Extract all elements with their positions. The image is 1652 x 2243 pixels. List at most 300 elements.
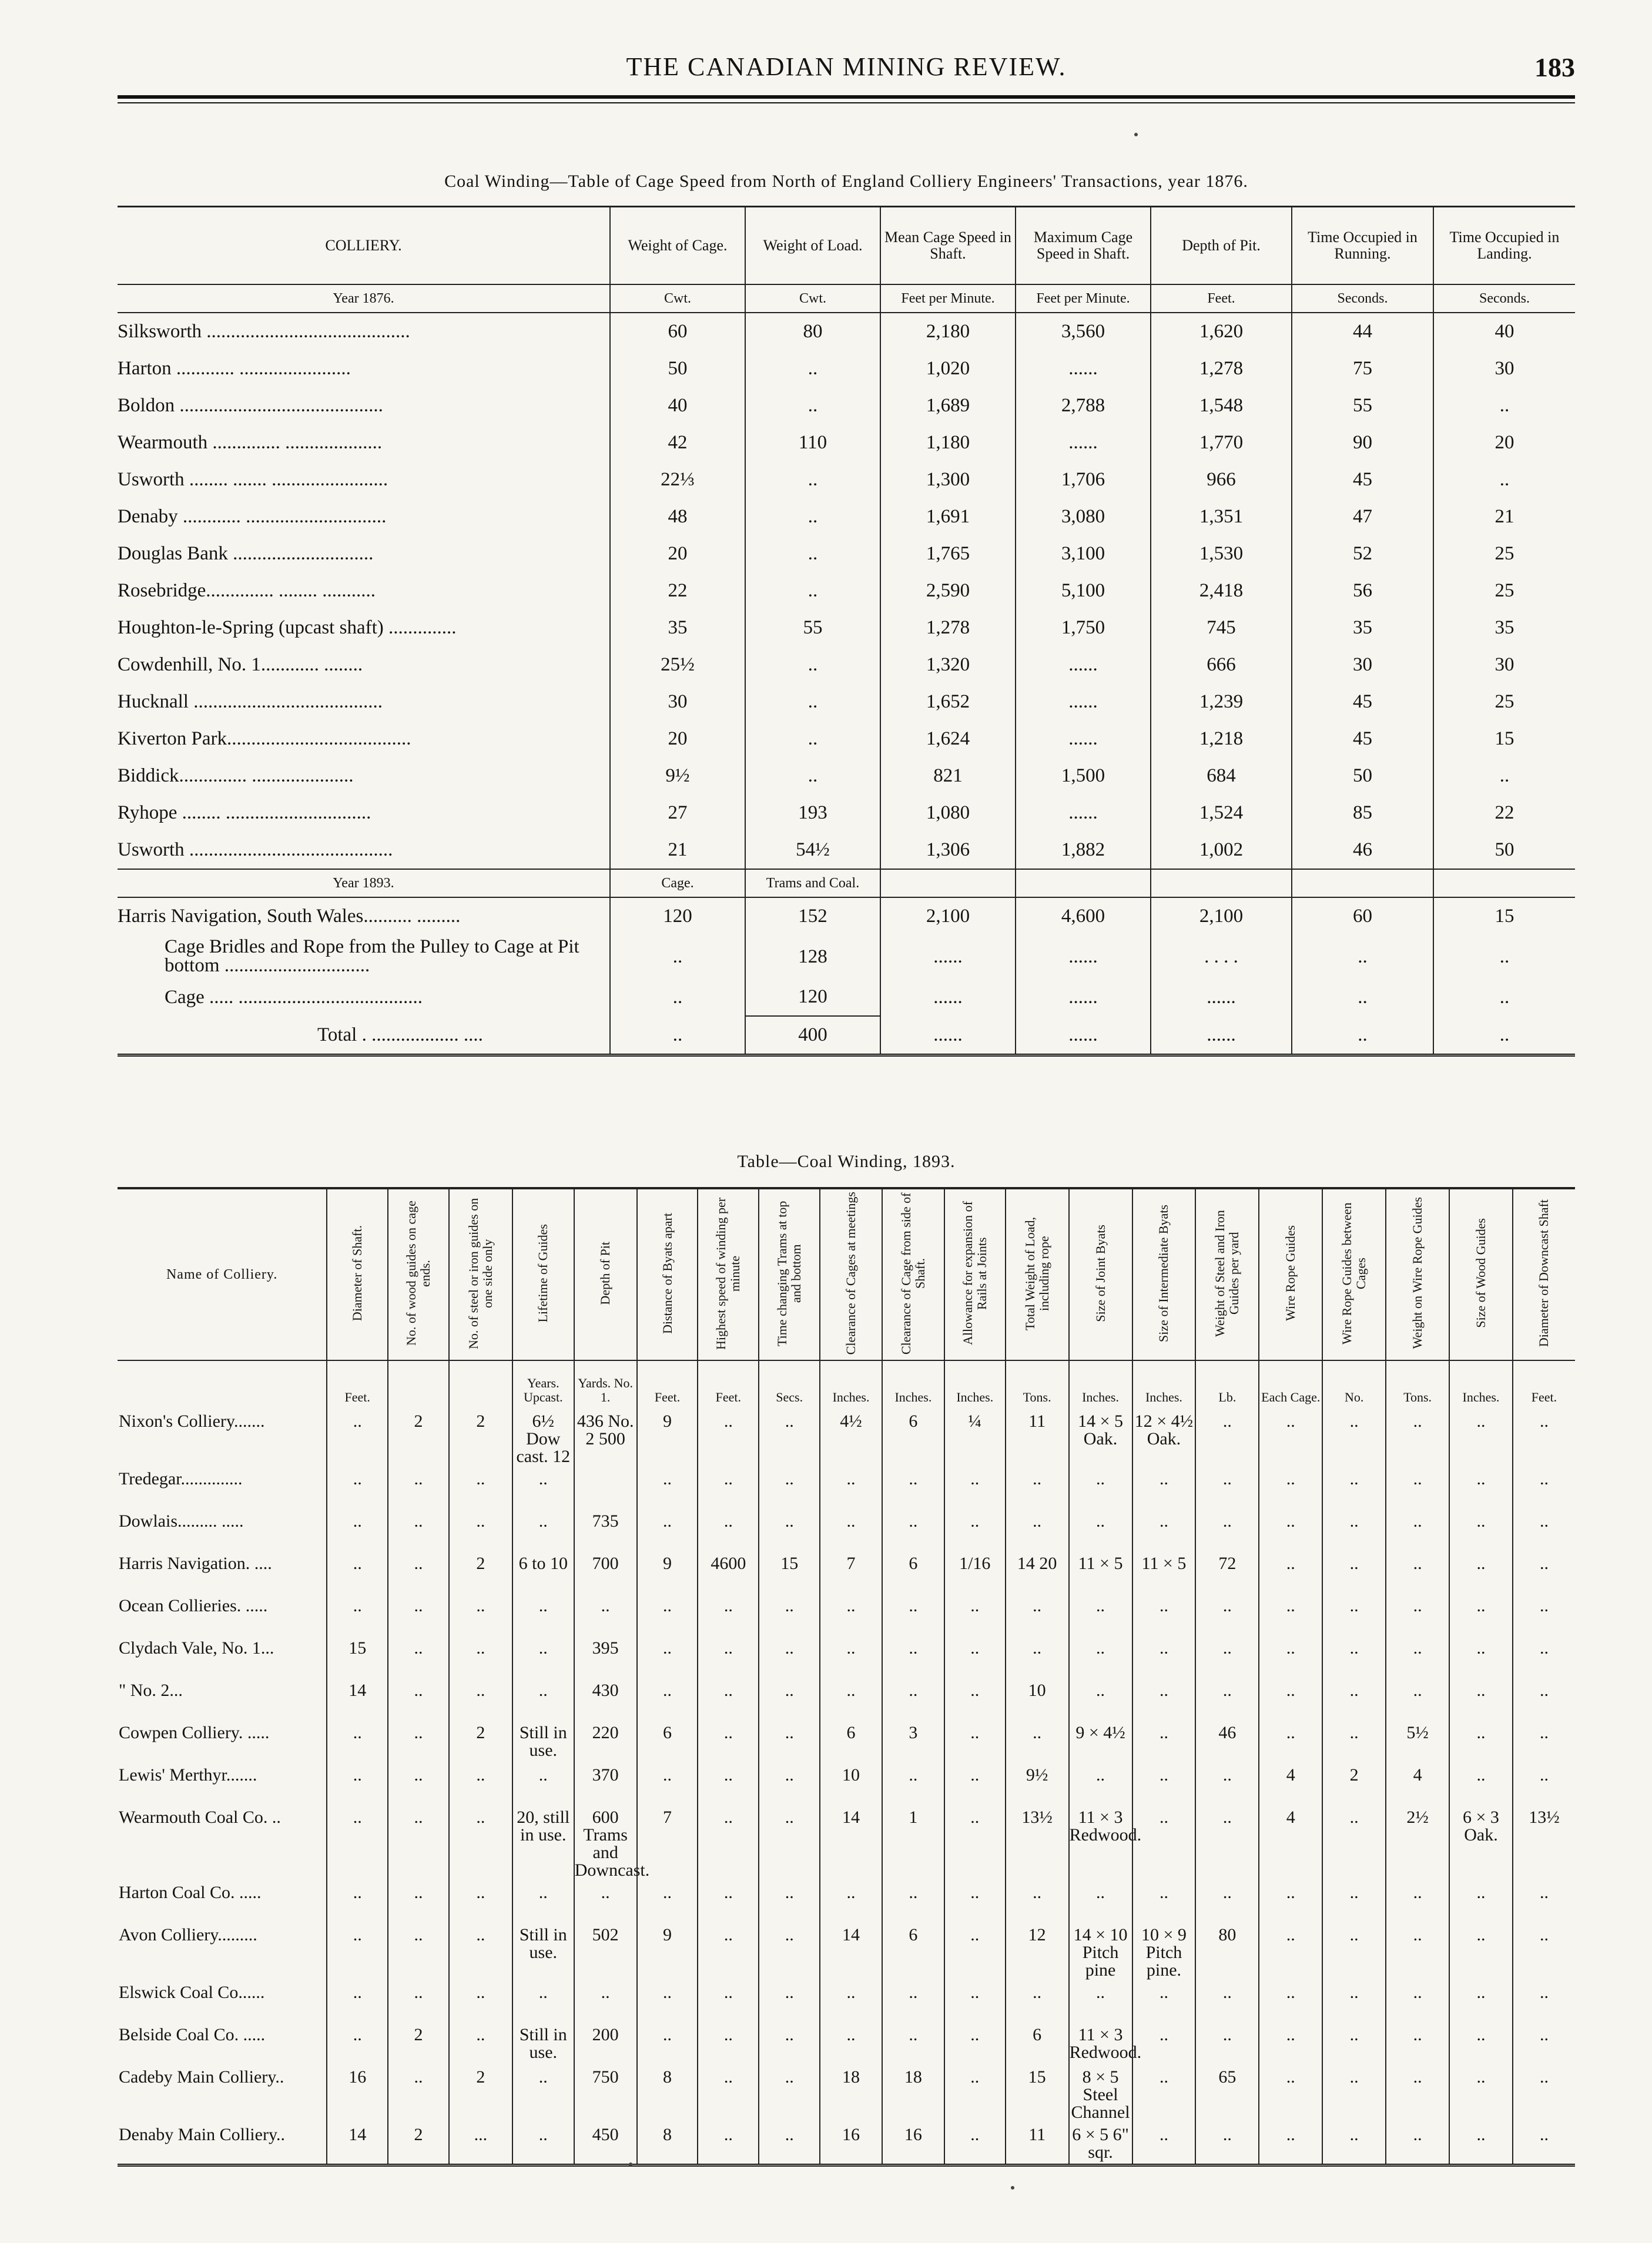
colliery-name-text: Usworth ..........................................: [118, 839, 393, 860]
table1-value: 1,691: [926, 506, 970, 527]
table1-value: 42: [668, 432, 688, 453]
table2-column-label: No. of steel or iron guides on one side only: [465, 1197, 495, 1349]
table1-value: 1,765: [926, 543, 970, 564]
table2-cell: 8: [637, 2064, 698, 2121]
table2-row: [118, 1508, 1575, 1550]
table1-value: 1,750: [1061, 617, 1105, 638]
table1-cell: [1016, 897, 1151, 935]
table2-cell: ..: [1195, 1592, 1259, 1635]
table1-value: 48: [668, 506, 688, 527]
table1-cell: [1292, 646, 1433, 683]
table2-cell: ..: [327, 1408, 388, 1466]
table2-cell: 6 × 3 Oak.: [1449, 1804, 1513, 1879]
table2-column-label: Size of Wood Guides: [1473, 1218, 1488, 1328]
table2-column-label: Wire Rope Guides: [1283, 1225, 1298, 1321]
table1-row: [118, 461, 1575, 498]
table1-cell: [1292, 572, 1433, 609]
table2-column-header: [1069, 1188, 1132, 1360]
table1-value: 90: [1353, 432, 1372, 453]
table1-value: ..: [1499, 395, 1510, 416]
table2-cell: ..: [759, 1408, 820, 1466]
table2-cell: ..: [1195, 1979, 1259, 2021]
table2-row: [118, 2121, 1575, 2165]
page-number: 183: [1534, 52, 1575, 82]
table2-cell: ..: [1513, 1550, 1575, 1592]
table1-value: 193: [798, 802, 827, 823]
table1-cell: [1433, 757, 1575, 794]
table2-cell: ..: [1322, 1879, 1386, 1922]
table2-column-header: [1449, 1188, 1513, 1360]
table2-cell: ..: [449, 1508, 512, 1550]
table2-row: [118, 1979, 1575, 2021]
table1-cell: [1151, 609, 1292, 646]
table1-cell: [1433, 935, 1575, 978]
table1-unit: Feet.: [1151, 284, 1292, 313]
table1-cell: [1151, 832, 1292, 869]
colliery-name: [118, 935, 610, 978]
table2-cell: ..: [512, 1762, 574, 1804]
table1-value: ......: [1068, 802, 1098, 823]
table2-cell: ..: [759, 1592, 820, 1635]
table2-cell: 14: [820, 1804, 882, 1879]
table2-cell: ..: [1322, 1550, 1386, 1592]
table2-cell: ..: [820, 1879, 882, 1922]
table2-cell: ..: [1322, 1922, 1386, 1979]
table2-cell: 14: [327, 1677, 388, 1719]
table1-cell: [1292, 609, 1433, 646]
table2-column-header: [1386, 1188, 1449, 1360]
table2-cell: ..: [698, 1719, 759, 1762]
table2-cell: 12 × 4½ Oak.: [1132, 1408, 1196, 1466]
table2-cell: 46: [1195, 1719, 1259, 1762]
table1-value: ..: [1358, 1024, 1368, 1045]
table2-cell: ..: [637, 1677, 698, 1719]
table2-cell: ..: [1322, 1408, 1386, 1466]
table1-value: 1,706: [1061, 469, 1105, 490]
table1-cell: [1151, 461, 1292, 498]
table2-cell: ..: [1259, 1550, 1322, 1592]
table1-cell: [745, 978, 880, 1016]
table2-cell: ..: [1513, 1922, 1575, 1979]
table1-unit: Cwt.: [745, 284, 880, 313]
stray-mark: [1011, 2186, 1014, 2190]
table2-cell: ..: [1513, 2121, 1575, 2165]
table2-cell: ..: [759, 1922, 820, 1979]
table2-cell: ..: [1513, 1592, 1575, 1635]
table2-cell: ...: [449, 2121, 512, 2165]
table1-cell: [1292, 461, 1433, 498]
table2-cell: ..: [1132, 1677, 1196, 1719]
table1-cell: [745, 683, 880, 720]
table2-cell: ..: [327, 1922, 388, 1979]
table2-cell: ..: [1322, 2121, 1386, 2165]
table2-unit: Inches.: [1132, 1360, 1196, 1408]
table1-value: 120: [663, 906, 692, 927]
table2-column-label: Size of Joint Byats: [1093, 1224, 1108, 1322]
table1-cell: [610, 535, 745, 572]
table2-cell: ..: [327, 1719, 388, 1762]
table2-column-header: [449, 1188, 512, 1360]
table2-cell: 600 Trams and Downcast.: [574, 1804, 637, 1879]
table1-cell: [1292, 794, 1433, 832]
table2-cell: ..: [388, 1635, 449, 1677]
table1-value: ..: [807, 580, 818, 601]
colliery-name: Wearmouth Coal Co. ..: [119, 1808, 281, 1827]
table2-column-label: Highest speed of winding per minute: [713, 1196, 743, 1350]
table2-cell: ..: [637, 1762, 698, 1804]
table1-cell: [610, 683, 745, 720]
table1-cell: [610, 646, 745, 683]
table2-cell: 16: [327, 2064, 388, 2121]
table2-cell: ..: [1259, 1979, 1322, 2021]
table1-value: ..: [1499, 946, 1510, 967]
colliery-name: Lewis' Merthyr.......: [119, 1765, 257, 1785]
colliery-name-text: Biddick.............. .....................: [118, 765, 354, 786]
table2-cell: ..: [1449, 1466, 1513, 1508]
table1-value: ......: [1068, 358, 1098, 379]
table2-unit: Tons.: [1006, 1360, 1069, 1408]
table2-cell: ..: [1449, 1879, 1513, 1922]
table2-column-header: [882, 1188, 944, 1360]
table2-cell: 9: [637, 1922, 698, 1979]
table1-cell: [745, 757, 880, 794]
table1-cell: [1292, 897, 1433, 935]
table2-cell: ..: [1259, 1677, 1322, 1719]
table1-cell: [1433, 897, 1575, 935]
table2-cell: ..: [1449, 1762, 1513, 1804]
table1-value: 400: [798, 1024, 827, 1045]
table1-row: [118, 794, 1575, 832]
table1-cell: [1433, 646, 1575, 683]
table2-cell: ..: [1069, 1592, 1132, 1635]
table2-cell: 4600: [698, 1550, 759, 1592]
table2-cell: 10: [1006, 1677, 1069, 1719]
table2-units-row: [118, 1360, 1575, 1408]
table2-cell: ..: [1386, 1550, 1449, 1592]
table1-value: ..: [1499, 765, 1510, 786]
table2-cell: ..: [1322, 1635, 1386, 1677]
table1-cell: [880, 720, 1016, 757]
table2-cell: ..: [1386, 1508, 1449, 1550]
table2-column-header: [1195, 1188, 1259, 1360]
table2-cell: ..: [759, 2121, 820, 2165]
table2-cell: ..: [1449, 2021, 1513, 2064]
table1-unit: [1292, 869, 1433, 897]
table2-unit: Inches.: [1069, 1360, 1132, 1408]
table2-unit: Feet.: [637, 1360, 698, 1408]
table2-cell: ..: [1259, 1466, 1322, 1508]
table1-value: 27: [668, 802, 688, 823]
table2-cell: ..: [449, 1879, 512, 1922]
table1-cell: [1016, 720, 1151, 757]
table1-cell: [1433, 461, 1575, 498]
table2-cell: 6½ Dow cast. 12: [512, 1408, 574, 1466]
table1-value: 25: [1494, 543, 1514, 564]
table2-cell: ..: [512, 2121, 574, 2165]
table2-cell: ..: [1132, 1592, 1196, 1635]
table1-row: [118, 935, 1575, 978]
table2-cell: 16: [820, 2121, 882, 2165]
table2-column-label: Diameter of Downcast Shaft: [1536, 1199, 1552, 1347]
table1-unit: Feet per Minute.: [1016, 284, 1151, 313]
table1-value: 22: [668, 580, 688, 601]
table2-column-header: [1322, 1188, 1386, 1360]
table2-cell: 9 × 4½: [1069, 1719, 1132, 1762]
table1-cell: [1016, 609, 1151, 646]
table2-cell: 4½: [820, 1408, 882, 1466]
table1-value: 56: [1353, 580, 1372, 601]
table2-cell: ..: [1006, 1879, 1069, 1922]
table1-unit: Cwt.: [610, 284, 745, 313]
table1-cell: [1151, 387, 1292, 424]
table1-value: 3,080: [1061, 506, 1105, 527]
table1-cell: [1433, 387, 1575, 424]
table2-cell: ..: [449, 1466, 512, 1508]
table1-value: 21: [668, 839, 688, 860]
table1-row: [118, 350, 1575, 387]
table1-value: ..: [807, 543, 818, 564]
table1-cell: [1016, 978, 1151, 1016]
table1-cell: [1016, 757, 1151, 794]
colliery-name: Denaby Main Colliery..: [118, 2121, 327, 2165]
table1-value: 60: [668, 321, 688, 342]
table2-cell: 6: [882, 1922, 944, 1979]
table1-value: 1,300: [926, 469, 970, 490]
table1-value: 2,100: [926, 906, 970, 927]
table1-row: [118, 387, 1575, 424]
table2-cell: 15: [1006, 2064, 1069, 2121]
table2-cell: ..: [1069, 1879, 1132, 1922]
colliery-name: [118, 535, 610, 572]
colliery-name: Dowlais......... .....: [119, 1511, 244, 1531]
table1-value: 47: [1353, 506, 1372, 527]
table2-cell: ..: [1322, 1592, 1386, 1635]
table2-cell: ..: [1322, 1719, 1386, 1762]
table1-value: ......: [1068, 691, 1098, 712]
table1-cell: [1151, 424, 1292, 461]
table1-value: 2,180: [926, 321, 970, 342]
table2-cell: ..: [1513, 1979, 1575, 2021]
table2-cell: ..: [512, 1592, 574, 1635]
table1-cell: [610, 350, 745, 387]
table2-units-spacer: [118, 1360, 327, 1408]
colliery-name: [118, 832, 610, 869]
table2-cell: ..: [820, 2021, 882, 2064]
table2-cell: 1: [882, 1804, 944, 1879]
table2-cell: ..: [1069, 1466, 1132, 1508]
table1-value: 45: [1353, 691, 1372, 712]
table2-cell: ..: [637, 1592, 698, 1635]
table2-cell: ..: [882, 1762, 944, 1804]
table2-cell: ..: [327, 1762, 388, 1804]
table2-cell: ..: [944, 1719, 1006, 1762]
table2-cell: ..: [882, 1508, 944, 1550]
table1-value: 9½: [665, 765, 690, 786]
table1-cell: [745, 498, 880, 535]
table2-cell: ..: [759, 1677, 820, 1719]
table2-cell: ..: [1513, 1508, 1575, 1550]
table1-value: 966: [1207, 469, 1236, 490]
table1-cell: [745, 461, 880, 498]
table2-cell: ..: [820, 1635, 882, 1677]
table2-cell: ..: [574, 1979, 637, 2021]
table2-cell: ..: [882, 1979, 944, 2021]
table2-cell: ..: [1449, 1677, 1513, 1719]
table2-cell: 200: [574, 2021, 637, 2064]
colliery-name: [118, 757, 610, 794]
table2-cell: ..: [759, 2021, 820, 2064]
table2-name-header: Name of Colliery.: [118, 1188, 327, 1360]
table2-cell: ..: [1069, 1508, 1132, 1550]
table1-value: 2,590: [926, 580, 970, 601]
table2-cell: ..: [698, 1508, 759, 1550]
table1-cell: [1292, 387, 1433, 424]
table1-value: 666: [1207, 654, 1236, 675]
table1-cell: [880, 935, 1016, 978]
table1-cell: [1292, 935, 1433, 978]
table1-cell: [745, 572, 880, 609]
table2-cell: ..: [1006, 1979, 1069, 2021]
table1-value: ..: [1358, 986, 1368, 1008]
table1-unit: Seconds.: [1292, 284, 1433, 313]
table1-unit: Trams and Coal.: [745, 869, 880, 897]
table1-cell: [1433, 609, 1575, 646]
table2-row: [118, 1879, 1575, 1922]
table2-cell: 6: [637, 1719, 698, 1762]
table1-cell: [1016, 572, 1151, 609]
table1-cell: [1433, 350, 1575, 387]
table1-cell: [1016, 646, 1151, 683]
colliery-name: [118, 683, 610, 720]
table1-cell: [1433, 535, 1575, 572]
table2-cell: ..: [1195, 2121, 1259, 2165]
colliery-name-text: Rosebridge.............. ........ ...........: [118, 580, 376, 601]
table2-column-label: Clearance of Cages at meetings: [843, 1191, 859, 1355]
table2-cell: ..: [1132, 1762, 1196, 1804]
table1-cell: [1016, 1016, 1151, 1055]
table2-cell: ..: [1386, 1592, 1449, 1635]
table2-cell: ..: [1132, 1635, 1196, 1677]
table2-row: [118, 1804, 1575, 1879]
table2-cell: 72: [1195, 1550, 1259, 1592]
table2-unit: Inches.: [820, 1360, 882, 1408]
table2-cell: ..: [759, 1466, 820, 1508]
table1-cell: [880, 646, 1016, 683]
colliery-name: [118, 978, 610, 1016]
colliery-name: [118, 313, 610, 350]
table2-cell: 15: [759, 1550, 820, 1592]
table1-cell: [745, 646, 880, 683]
table1-cell: [610, 424, 745, 461]
table2-cell: ..: [1449, 2121, 1513, 2165]
table2-cell: ..: [1132, 1804, 1196, 1879]
table1-value: ......: [1068, 654, 1098, 675]
table2-cell: ..: [1449, 2064, 1513, 2121]
table1-cell: [1433, 832, 1575, 869]
table2-cell: ..: [388, 1804, 449, 1879]
table2-cell: 65: [1195, 2064, 1259, 2121]
table1-cell: [1151, 720, 1292, 757]
colliery-name: [118, 572, 610, 609]
table2-cell: ..: [944, 2021, 1006, 2064]
table1-value: 22: [1494, 802, 1514, 823]
table2-cell: 2½: [1386, 1804, 1449, 1879]
table1-cell: [610, 720, 745, 757]
table1-value: 20: [668, 543, 688, 564]
table1-year-label: Year 1876.: [118, 284, 610, 313]
table1-cell: [880, 978, 1016, 1016]
table1-cell: [1016, 461, 1151, 498]
table2-cell: 2: [388, 2121, 449, 2165]
table1-cell: [745, 313, 880, 350]
table1-row: [118, 1016, 1575, 1055]
table1-value: 45: [1353, 469, 1372, 490]
table1-value: 1,002: [1199, 839, 1244, 860]
table1-cell: [745, 794, 880, 832]
table2-cell: ..: [1132, 2064, 1196, 2121]
table2-column-header: [759, 1188, 820, 1360]
colliery-name-text: Wearmouth .............. ....................: [118, 432, 383, 453]
colliery-name: Avon Colliery.........: [119, 1925, 257, 1944]
table2-cell: ..: [388, 1979, 449, 2021]
table2-cell: 450: [574, 2121, 637, 2165]
colliery-name: " No. 2...: [119, 1681, 183, 1700]
table2-cell: ..: [698, 1677, 759, 1719]
table2-cell: ..: [388, 1922, 449, 1979]
table1-cell: [610, 978, 745, 1016]
table1-value: 21: [1494, 506, 1514, 527]
table1-value: 50: [668, 358, 688, 379]
table2-cell: ..: [1386, 1979, 1449, 2021]
running-title: THE CANADIAN MINING REVIEW.: [626, 52, 1067, 81]
table1-cell: [1016, 535, 1151, 572]
table2-cell: ..: [882, 2021, 944, 2064]
colliery-name: [118, 498, 610, 535]
table1-cell: [1433, 683, 1575, 720]
table2-cell: ..: [512, 1466, 574, 1508]
table2-cell: ..: [698, 1408, 759, 1466]
table1-value: 1,882: [1061, 839, 1105, 860]
table1-caption: Coal Winding—Table of Cage Speed from North of England Colliery Engineers' Transactions, year 1876.: [444, 172, 1248, 191]
table1-cell: [1016, 832, 1151, 869]
table1-row: [118, 498, 1575, 535]
table2-column-label: Distance of Byats apart: [659, 1212, 675, 1334]
colliery-name-text: Hucknall .......................................: [118, 691, 383, 712]
table2-cell: ..: [449, 1804, 512, 1879]
table2-cell: ..: [327, 1804, 388, 1879]
colliery-name: [118, 1016, 610, 1055]
table2-cell: ..: [1259, 2064, 1322, 2121]
table2-column-label: No. of wood guides on cage ends.: [404, 1201, 433, 1346]
table2-unit: Feet.: [327, 1360, 388, 1408]
table2-unit: Inches.: [944, 1360, 1006, 1408]
table1-value: 85: [1353, 802, 1372, 823]
table1-cell: [1292, 683, 1433, 720]
table1-value: 1,278: [926, 617, 970, 638]
table1-cell: [1016, 313, 1151, 350]
table2-cell: ..: [1006, 1635, 1069, 1677]
table1-cell: [745, 609, 880, 646]
table2-cell: 6 × 5 6" sqr.: [1069, 2121, 1132, 2165]
table1-value: 54½: [796, 839, 830, 860]
table2-cell: ¼: [944, 1408, 1006, 1466]
table2-cell: ..: [1322, 2064, 1386, 2121]
table2-column-header: [698, 1188, 759, 1360]
table1-cell: [880, 683, 1016, 720]
table2-cell: ..: [1449, 1508, 1513, 1550]
table2-cell: 11 × 3 Redwood.: [1069, 2021, 1132, 2064]
table2-cell: 15: [327, 1635, 388, 1677]
